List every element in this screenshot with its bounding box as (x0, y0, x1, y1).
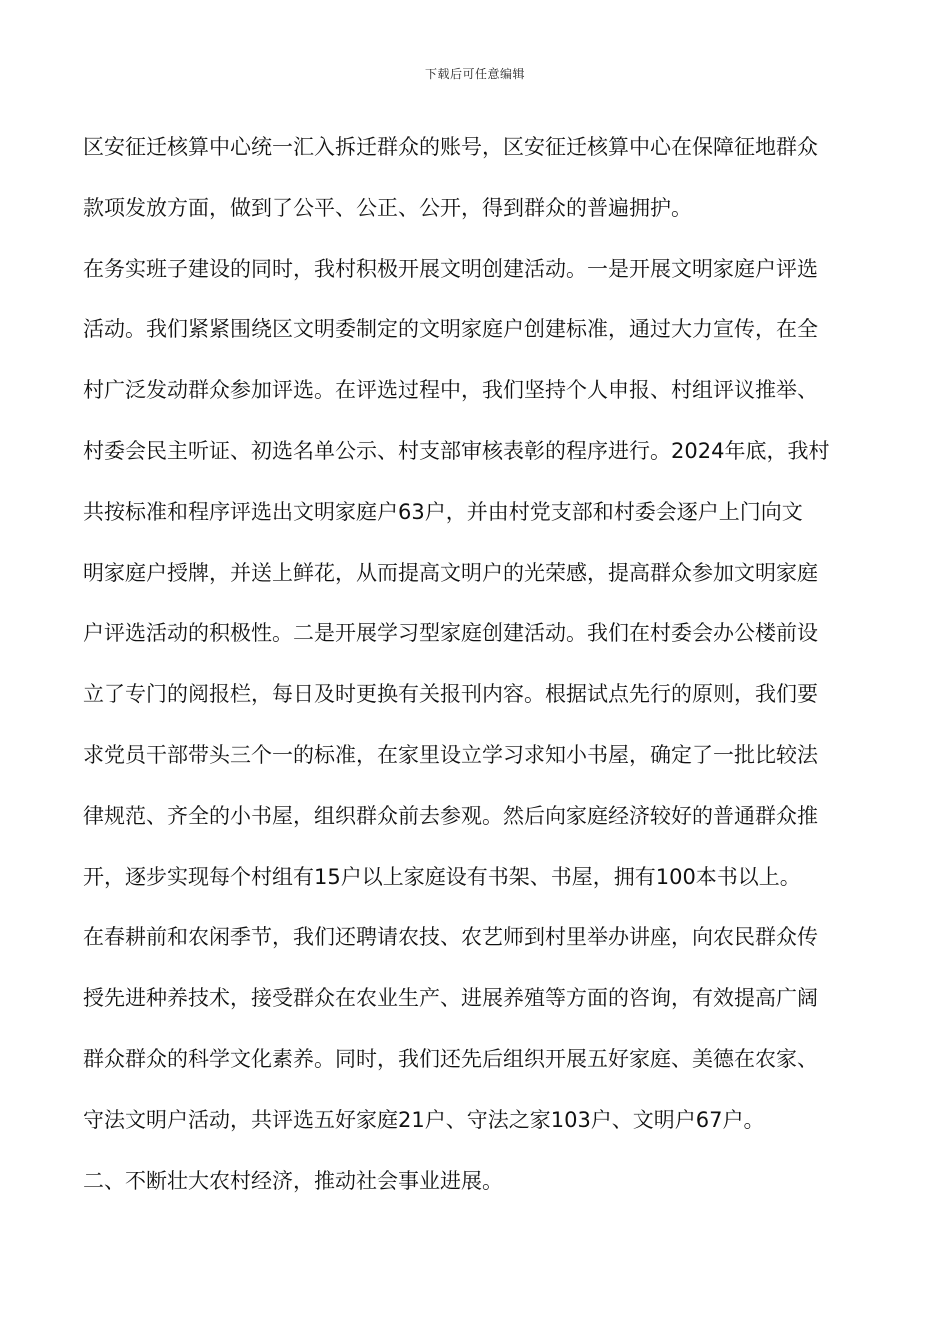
page-header: 下载后可任意编辑 (424, 67, 525, 81)
body-line: 在春耕前和农闲季节，我们还聘请农技、农艺师到村里举办讲座，向农民群众传 (83, 925, 818, 950)
body-line: 村广泛发动群众参加评选。在评选过程中，我们坚持个人申报、村组评议推举、 (83, 378, 818, 403)
body-line: 款项发放方面，做到了公平、公正、公开，得到群众的普遍拥护。 (83, 195, 692, 220)
body-line: 开，逐步实现每个村组有15户以上家庭设有书架、书屋，拥有100本书以上。 (83, 864, 801, 889)
body-line: 立了专门的阅报栏，每日及时更换有关报刊内容。根据试点先行的原则，我们要 (83, 682, 818, 707)
body-line: 村委会民主听证、初选名单公示、村支部审核表彰的程序进行。2024年底，我村 (83, 438, 830, 463)
body-line: 户评选活动的积极性。二是开展学习型家庭创建活动。我们在村委会办公楼前设 (83, 621, 818, 646)
body-line: 活动。我们紧紧围绕区文明委制定的文明家庭户创建标准，通过大力宣传，在全 (83, 317, 818, 342)
body-line: 区安征迁核算中心统一汇入拆迁群众的账号，区安征迁核算中心在保障征地群众 (83, 135, 818, 159)
document-body (83, 117, 873, 1211)
body-line: 在务实班子建设的同时，我村积极开展文明创建活动。一是开展文明家庭户评选 (83, 256, 818, 281)
body-line: 求党员干部带头三个一的标准，在家里设立学习求知小书屋，确定了一批比较法 (83, 742, 818, 767)
section-heading: 二、不断壮大农村经济，推动社会事业进展。 (83, 1168, 503, 1193)
body-line: 守法文明户活动，共评选五好家庭21户、守法之家103户、文明户67户。 (83, 1107, 765, 1132)
body-line: 律规范、齐全的小书屋，组织群众前去参观。然后向家庭经济较好的普通群众推 (83, 803, 818, 828)
body-line: 群众群众的科学文化素养。同时，我们还先后组织开展五好家庭、美德在农家、 (83, 1046, 818, 1071)
body-line: 明家庭户授牌，并送上鲜花，从而提高文明户的光荣感，提高群众参加文明家庭 (83, 560, 818, 585)
body-line: 共按标准和程序评选出文明家庭户63户，并由村党支部和村委会逐户上门向文 (83, 499, 803, 524)
body-line: 授先进种养技术，接受群众在农业生产、进展养殖等方面的咨询，有效提高广阔 (83, 986, 818, 1011)
